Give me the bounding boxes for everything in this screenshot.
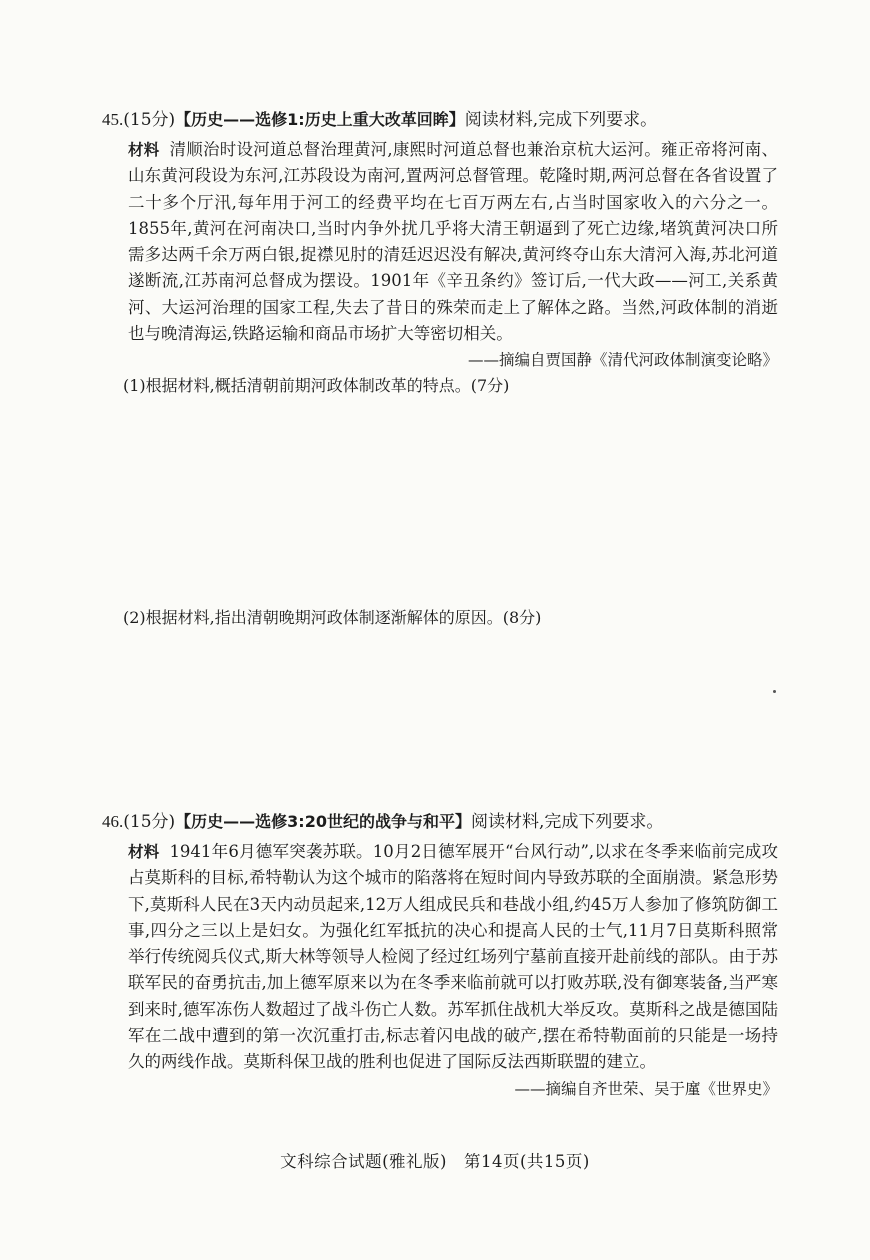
question-number: 46. xyxy=(102,812,124,831)
question-46 xyxy=(102,810,778,1102)
question-instruction: 阅读材料,完成下列要求。 xyxy=(464,110,658,130)
sub-question-2: (2)根据材料,指出清朝晚期河政体制逐渐解体的原因。(8分) xyxy=(123,608,542,628)
question-45-header xyxy=(102,108,778,132)
question-score: (15分) xyxy=(123,110,176,130)
question-instruction: 阅读材料,完成下列要求。 xyxy=(470,812,664,832)
answer-space-1 xyxy=(128,399,778,605)
question-title: 【历史——选修1:历史上重大改革回眸】 xyxy=(175,110,465,129)
scan-speck xyxy=(773,690,776,693)
material-text: 清顺治时设河道总督治理黄河,康熙时河道总督也兼治京杭大运河。雍正帝将河南、山东黄河段设为东河,江苏段设为南河,置两河总督管理。乾隆时期,两河总督在各省设置了二十多个厅汛,每年用于河工的经费平均在七百万两左右,占当时国家收入的六分之一。1855年,黄河在河南决口,当时内争外扰几乎将大清王朝逼到了死亡边缘,堵筑黄河决口所需多达两千余万两白银,捉襟见肘的清廷迟迟没有解决,黄河终夺山东大清河入海,苏北河道遂断流,江苏南河总督成为摆设。1901年《辛丑条约》签订后,一代大政——河工,关系黄河、大运河治理的国家工程,失去了昔日的殊荣而走上了解体之路。当然,河政体制的消逝也与晚清海运,铁路运输和商品市场扩大等密切相关。 xyxy=(128,140,778,344)
question-46-header xyxy=(102,810,778,834)
material-label: 材料 xyxy=(128,141,160,159)
question-number: 45. xyxy=(102,110,124,129)
material-paragraph xyxy=(128,137,778,347)
question-score: (15分) xyxy=(123,812,176,832)
material-paragraph xyxy=(128,839,778,1076)
page-footer: 文科综合试题(雅礼版) 第14页(共15页) xyxy=(280,1152,590,1171)
material-source: ——摘编自齐世荣、吴于廑《世界史》 xyxy=(514,1079,778,1098)
material-source: ——摘编自贾国静《清代河政体制演变论略》 xyxy=(467,351,778,370)
question-45 xyxy=(102,108,778,631)
question-title: 【历史——选修3:20世纪的战争与和平】 xyxy=(175,812,471,831)
material-text: 1941年6月德军突袭苏联。10月2日德军展开“台风行动”,以求在冬季来临前完成攻占莫斯科的目标,希特勒认为这个城市的陷落将在短时间内导致苏联的全面崩溃。紧急形势下,莫斯科人民在3天内动员起来,12万人组成民兵和巷战小组,约45万人参加了修筑防御工事,四分之三以上是妇女。为强化红军抵抗的决心和提高人民的士气,11月7日莫斯科照常举行传统阅兵仪式,斯大林等领导人检阅了经过红场列宁墓前直接开赴前线的部队。由于苏联军民的奋勇抗击,加上德军原来以为在冬季来临前就可以打败苏联,没有御寒装备,当严寒到来时,德军冻伤人数超过了战斗伤亡人数。苏军抓住战机大举反攻。莫斯科之战是德国陆军在二战中遭到的第一次沉重打击,标志着闪电战的破产,摆在希特勒面前的只能是一场持久的两线作战。莫斯科保卫战的胜利也促进了国际反法西斯联盟的建立。 xyxy=(128,842,778,1072)
material-label: 材料 xyxy=(128,843,160,861)
sub-question-1: (1)根据材料,概括清朝前期河政体制改革的特点。(7分) xyxy=(123,376,510,396)
